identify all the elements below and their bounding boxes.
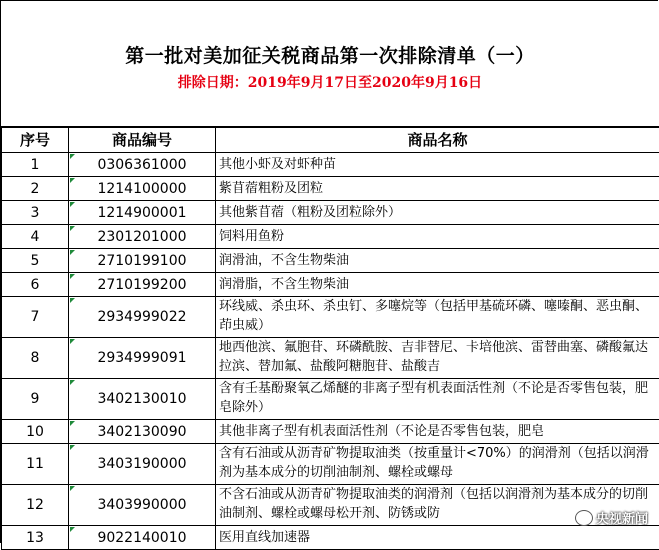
table-body [2,153,659,550]
commodity-name: 紫苜蓿粗粉及团粒 [219,179,657,199]
commodity-name: 地西他滨、氟胞苷、环磷酰胺、吉非替尼、卡培他滨、雷替曲塞、磷酸氟达拉滨、替加氟、盐酸阿糖胞苷、盐酸吉 [219,338,657,378]
row-number: 9 [2,379,69,420]
exclusion-list-table [1,127,659,550]
row-number: 4 [2,225,69,249]
table-row [2,153,659,177]
row-number: 12 [2,485,69,526]
row-number: 7 [2,297,69,338]
sheet-header [1,1,659,127]
commodity-name: 其他紫苜蓿（粗粉及团粒除外） [219,203,657,223]
table-row [2,444,659,485]
commodity-code: 2710199200 [69,273,216,297]
commodity-name: 医用直线加速器 [219,528,657,548]
commodity-name: 其他非离子型有机表面活性剂（不论是否零售包装，肥皂 [219,422,657,442]
commodity-name-cell [216,338,659,379]
row-number: 11 [2,444,69,485]
commodity-code: 2934999022 [69,297,216,338]
commodity-name-cell [216,225,659,249]
commodity-name-cell [216,177,659,201]
row-number: 1 [2,153,69,177]
commodity-name-cell [216,201,659,225]
column-header-no: 序号 [2,128,69,153]
commodity-code: 3403190000 [69,444,216,485]
commodity-name-cell [216,153,659,177]
commodity-name: 润滑油，不含生物柴油 [219,251,657,271]
commodity-name-cell [216,485,659,526]
table-row [2,420,659,444]
row-number: 5 [2,249,69,273]
commodity-name: 其他小虾及对虾种苗 [219,155,657,175]
commodity-name: 含有石油或从沥青矿物提取油类（按重量计<70%）的润滑剂（包括以润滑剂为基本成分的切削油制剂、螺栓或螺母 [219,444,657,484]
table-row [2,297,659,338]
row-number: 8 [2,338,69,379]
commodity-name-cell [216,379,659,420]
table-row [2,526,659,550]
table-row [2,201,659,225]
row-number: 13 [2,526,69,550]
commodity-name-cell [216,526,659,550]
commodity-code: 3402130090 [69,420,216,444]
page-title: 第一批对美加征关税商品第一次排除清单（一） [1,41,659,68]
commodity-code: 1214100000 [69,177,216,201]
exclusion-date-subtitle: 排除日期：2019年9月17日至2020年9月16日 [1,72,659,92]
commodity-code: 2301201000 [69,225,216,249]
row-number: 3 [2,201,69,225]
commodity-code: 3402130010 [69,379,216,420]
commodity-code: 9022140010 [69,526,216,550]
commodity-code: 0306361000 [69,153,216,177]
commodity-name: 含有壬基酚聚氧乙烯醚的非离子型有机表面活性剂（不论是否零售包装，肥皂除外） [219,379,657,419]
commodity-code: 2934999091 [69,338,216,379]
row-number: 10 [2,420,69,444]
row-number: 6 [2,273,69,297]
table-row [2,225,659,249]
column-header-name: 商品名称 [216,128,659,153]
commodity-name: 环线威、杀虫环、杀虫钉、多噻烷等（包括甲基硫环磷、噻嗪酮、恶虫酮、茚虫威） [219,297,657,337]
commodity-code: 3403990000 [69,485,216,526]
table-row [2,379,659,420]
row-number: 2 [2,177,69,201]
commodity-name: 不含石油或从沥青矿物提取油类的润滑剂（包括以润滑剂为基本成分的切削油制剂、螺栓或螺母松开剂、防锈或防 [219,485,657,525]
commodity-code: 1214900001 [69,201,216,225]
table-row [2,485,659,526]
watermark-text: 央视新闻 [596,508,648,527]
table-row [2,249,659,273]
table-row [2,177,659,201]
commodity-code: 2710199100 [69,249,216,273]
commodity-name: 润滑脂，不含生物柴油 [219,275,657,295]
table-row [2,338,659,379]
commodity-name-cell [216,444,659,485]
table-row [2,273,659,297]
commodity-name-cell [216,249,659,273]
commodity-name-cell [216,273,659,297]
commodity-name-cell [216,420,659,444]
column-header-code: 商品编号 [69,128,216,153]
table-header-row [2,128,659,153]
commodity-name: 饲料用鱼粉 [219,227,657,247]
commodity-name-cell [216,297,659,338]
